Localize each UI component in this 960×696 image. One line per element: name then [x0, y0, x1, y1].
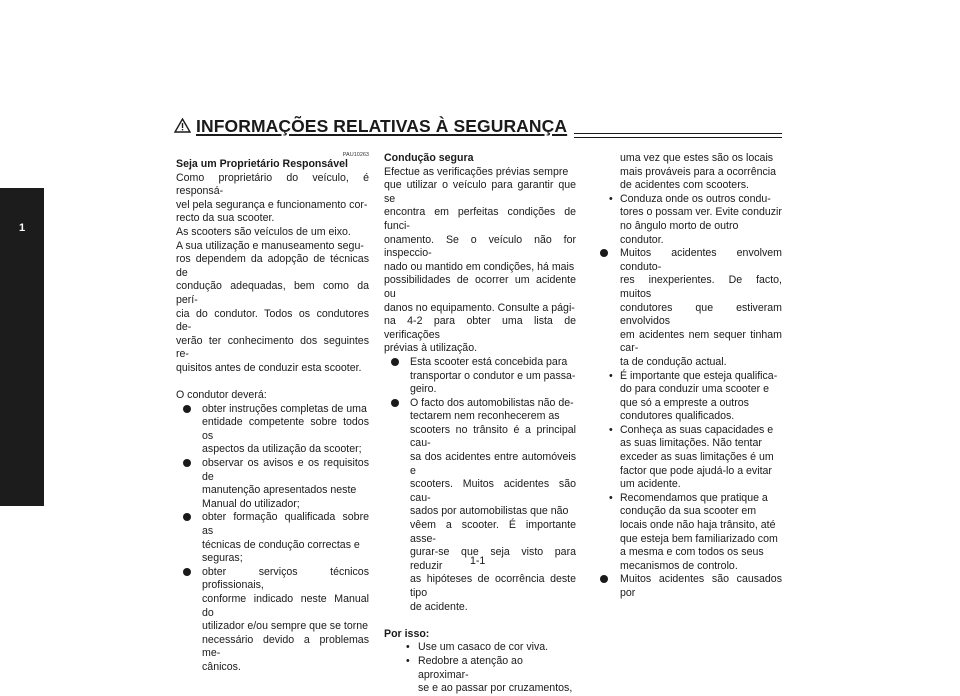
bullet-line: scooters. Muitos acidentes são cau- [410, 478, 576, 504]
bullet-line: res inexperientes. De facto, muitos [620, 274, 782, 300]
section-code: PAU10263 [342, 152, 369, 158]
bullet-dot-icon [600, 249, 608, 257]
paragraph-line: vel pela segurança e funcionamento cor- [176, 198, 368, 211]
bullet-dot-icon [391, 358, 399, 366]
bullet-line: vêem a scooter. É importante asse- [410, 519, 576, 545]
section-heading: Condução segura [384, 152, 474, 164]
bullet-line: seguras; [202, 552, 243, 565]
paragraph-line: verão ter conhecimento dos seguintes re- [176, 334, 369, 361]
bullet-dot-icon [183, 459, 191, 467]
sub-bullet-line: mais prováveis para a ocorrência [620, 165, 777, 178]
bullet-line: utilizador e/ou sempre que se torne [202, 620, 369, 633]
sub-bullet-line: condução da sua scooter em [620, 505, 757, 518]
sub-bullet-line: no ângulo morto de outro [620, 219, 739, 232]
paragraph-line: A sua utilização e manuseamento segu- [176, 239, 364, 252]
bullet-line: observar os avisos e os requisitos de [202, 457, 369, 483]
paragraph-line: na 4-2 para obter uma lista de verificações [384, 315, 576, 341]
small-bullet-icon: • [609, 423, 613, 436]
sub-bullet-line: do para conduzir uma scooter e [620, 383, 769, 396]
sub-bullet-item [598, 193, 782, 247]
sub-bullet-line: exceder as suas limitações é um [620, 451, 774, 464]
bullet-line: técnicas de condução correctas e [202, 538, 360, 551]
bullet-line: gurar-se que seja visto para reduzir [410, 546, 576, 572]
sub-bullet-line: mecanismos de controlo. [620, 559, 738, 572]
paragraph-line: possibilidades de ocorrer um acidente ou [384, 274, 576, 300]
paragraph-line: recto da sua scooter. [176, 212, 275, 225]
bullet-line: sados por automobilistas que não [410, 505, 569, 518]
bullet-line: Muitos acidentes são causados por [620, 573, 782, 599]
bullet-dot-icon [183, 405, 191, 413]
chapter-number: 1 [18, 222, 26, 234]
sub-bullet-item [384, 641, 576, 655]
bullet-line: sa dos acidentes entre automóveis e [410, 451, 576, 477]
subheading: Por isso: [384, 627, 430, 640]
bullet-line: em acidentes nem sequer tinham car- [620, 328, 782, 355]
page-number: 1-1 [470, 555, 486, 567]
paragraph-line: nado ou mantido em condições, há mais [384, 260, 575, 273]
paragraph-line: Como proprietário do veículo, é responsá- [176, 171, 369, 198]
bullet-line: tectarem nem reconhecerem as [410, 410, 560, 423]
bullet-line: manutenção apresentados neste [202, 484, 357, 497]
paragraph-line: encontra em perfeitas condições de funci- [384, 206, 576, 232]
bullet-dot-icon [391, 399, 399, 407]
sub-bullet-line: Recomendamos que pratique a [620, 491, 768, 504]
paragraph-line: que utilizar o veículo para garantir que se [384, 179, 576, 205]
sub-bullet-line: factor que pode ajudá-lo a evitar [620, 464, 772, 477]
paragraph-line: ros dependem da adopção de técnicas de [176, 253, 369, 279]
sub-bullet-line: É importante que esteja qualifica- [620, 369, 778, 382]
sub-bullet-line: as suas limitações. Não tentar [620, 437, 762, 450]
bullet-line: conforme indicado neste Manual do [202, 593, 369, 619]
sub-bullet-line: tores o possam ver. Evite conduzir [620, 206, 782, 219]
sub-bullet-item [598, 424, 782, 492]
sub-bullet-line: Conheça as suas capacidades e [620, 423, 774, 436]
continued-text [598, 152, 782, 193]
section-heading: Seja um Proprietário Responsável [176, 158, 348, 170]
small-bullet-icon: • [609, 369, 613, 382]
sub-bullet-line: condutor. [620, 233, 664, 246]
sub-bullet-item [598, 492, 782, 574]
bullet-line: ta de condução actual. [620, 355, 727, 368]
sub-bullet-line: que só a empreste a outros [620, 396, 749, 409]
bullet-item [598, 573, 782, 600]
bullet-line: obter formação qualificada sobre as [202, 511, 369, 538]
chapter-tab [0, 188, 44, 506]
sub-bullet-line: um acidente. [620, 478, 681, 491]
paragraph-line: quisitos antes de conduzir esta scooter. [176, 361, 362, 374]
bullet-item [176, 403, 369, 457]
paragraph-line: danos no equipamento. Consulte a pági- [384, 301, 575, 314]
bullet-line: as hipóteses de ocorrência deste tipo [410, 573, 576, 599]
sub-bullet-line: a mesma e com todos os seus [620, 546, 764, 559]
bullet-line: cânicos. [202, 660, 241, 673]
bullet-item [176, 457, 369, 511]
small-bullet-icon: • [609, 192, 613, 205]
sub-bullet-item [384, 655, 576, 696]
bullet-line: condutores que estiveram envolvidos [620, 301, 782, 328]
bullet-dot-icon [183, 513, 191, 521]
bullet-line: transportar o condutor e um passa- [410, 369, 576, 382]
bullet-line: aspectos da utilização da scooter; [202, 443, 362, 456]
bullet-line: Esta scooter está concebida para [410, 355, 568, 368]
section-header [174, 114, 782, 138]
sub-bullet-line: uma vez que estes são os locais [620, 152, 774, 164]
spacer [384, 614, 576, 628]
bullet-item [598, 247, 782, 369]
sub-bullet-line: se e ao passar por cruzamentos, [418, 682, 573, 695]
bullet-dot-icon [600, 575, 608, 583]
column-2 [384, 152, 576, 696]
bullet-item [176, 566, 369, 675]
bullet-line: entidade competente sobre todos os [202, 416, 369, 442]
paragraph-line: O condutor deverá: [176, 389, 267, 402]
bullet-item [384, 397, 576, 615]
bullet-line: de acidente. [410, 600, 468, 613]
bullet-item [384, 356, 576, 397]
sub-bullet-line: Conduza onde os outros condu- [620, 192, 771, 205]
spacer [176, 376, 369, 390]
paragraph-line: cia do condutor. Todos os condutores de- [176, 307, 369, 334]
bullet-line: obter instruções completas de uma [202, 402, 367, 415]
header-rule [574, 133, 782, 138]
bullet-line: necessário devido a problemas me- [202, 633, 369, 660]
paragraph-line: onamento. Se o veículo não for inspeccio- [384, 233, 576, 260]
column-3 [598, 152, 782, 601]
sub-bullet-line: condutores qualificados. [620, 410, 735, 423]
sub-bullet-item [598, 370, 782, 424]
sub-bullet-line: que esteja bem familiarizado com [620, 532, 778, 545]
sub-bullet-line: locais onde não haja trânsito, até [620, 519, 776, 532]
bullet-dot-icon [183, 568, 191, 576]
small-bullet-icon: • [609, 491, 613, 504]
paragraph-line: condução adequadas, bem como da perí- [176, 280, 369, 306]
small-bullet-icon: • [406, 654, 410, 667]
small-bullet-icon: • [406, 641, 410, 654]
bullet-line: O facto dos automobilistas não de- [410, 396, 574, 409]
warning-icon [174, 118, 191, 133]
bullet-line: Manual do utilizador; [202, 497, 300, 510]
paragraph-line: Efectue as verificações prévias sempre [384, 165, 569, 178]
sub-bullet-line: Redobre a atenção ao aproximar- [418, 654, 523, 681]
section-title: INFORMAÇÕES RELATIVAS À SEGURANÇA [196, 116, 568, 136]
sub-bullet-line: de acidentes com scooters. [620, 179, 749, 192]
bullet-line: Muitos acidentes envolvem conduto- [620, 247, 782, 273]
bullet-line: scooters no trânsito é a principal cau- [410, 423, 576, 450]
sub-bullet-line: Use um casaco de cor viva. [418, 641, 549, 654]
column-1 [176, 152, 369, 675]
bullet-line: obter serviços técnicos profissionais, [202, 565, 369, 592]
paragraph-line: As scooters são veículos de um eixo. [176, 225, 351, 238]
paragraph-line: prévias à utilização. [384, 342, 478, 355]
bullet-item [176, 511, 369, 565]
bullet-line: geiro. [410, 383, 437, 396]
